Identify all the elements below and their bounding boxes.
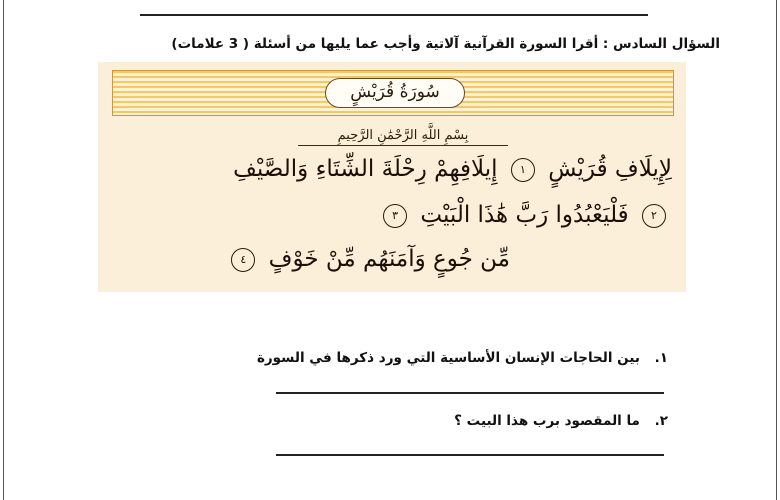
ayah-1-text: لِإِيلَافِ قُرَيْشٍ bbox=[548, 156, 672, 182]
ayah-4-text: مِّن جُوعٍ وَآمَنَهُم مِّنْ خَوْفٍ bbox=[268, 246, 510, 272]
question-item-2 bbox=[454, 413, 668, 429]
ayah-line-2 bbox=[377, 202, 672, 228]
page-border-right bbox=[776, 0, 777, 500]
top-divider-line bbox=[140, 14, 648, 16]
ayah-line-3 bbox=[225, 246, 510, 272]
question-number: ١. bbox=[654, 350, 668, 366]
page-border-left bbox=[3, 0, 4, 500]
ayah-3-text: فَلْيَعْبُدُوا رَبَّ هَٰذَا الْبَيْتِ bbox=[420, 202, 629, 228]
surah-image bbox=[98, 62, 686, 292]
ayah-number-marker: ١ bbox=[511, 158, 535, 182]
question-number: ٢. bbox=[654, 413, 668, 429]
surah-title-banner bbox=[112, 70, 674, 116]
ayah-2-text: إِيلَافِهِمْ رِحْلَةَ الشِّتَاءِ وَالصَّيْفِ bbox=[233, 156, 498, 182]
surah-name: سُورَةُ قُرَيْشٍ bbox=[325, 78, 465, 108]
basmala: بِسْمِ اللَّهِ الرَّحْمَٰنِ الرَّحِيمِ bbox=[298, 128, 508, 146]
ayah-number-marker: ٢ bbox=[642, 204, 666, 228]
answer-line-1[interactable] bbox=[276, 392, 664, 394]
question-title: السؤال السادس : أقرا السورة القرآنية آلاتية وأجب عما يليها من أسئلة ( 3 علامات) bbox=[171, 36, 720, 52]
ayah-line-1 bbox=[233, 156, 672, 182]
ayah-number-marker: ٤ bbox=[231, 248, 255, 272]
question-text: ما المقصود برب هذا البيت ؟ bbox=[454, 413, 640, 429]
question-item-1 bbox=[257, 350, 668, 366]
question-text: بين الحاجات الإنسان الأساسية التي ورد ذكرها في السورة bbox=[256, 350, 640, 366]
ayah-number-marker: ٣ bbox=[383, 204, 407, 228]
answer-line-2[interactable] bbox=[276, 454, 664, 456]
